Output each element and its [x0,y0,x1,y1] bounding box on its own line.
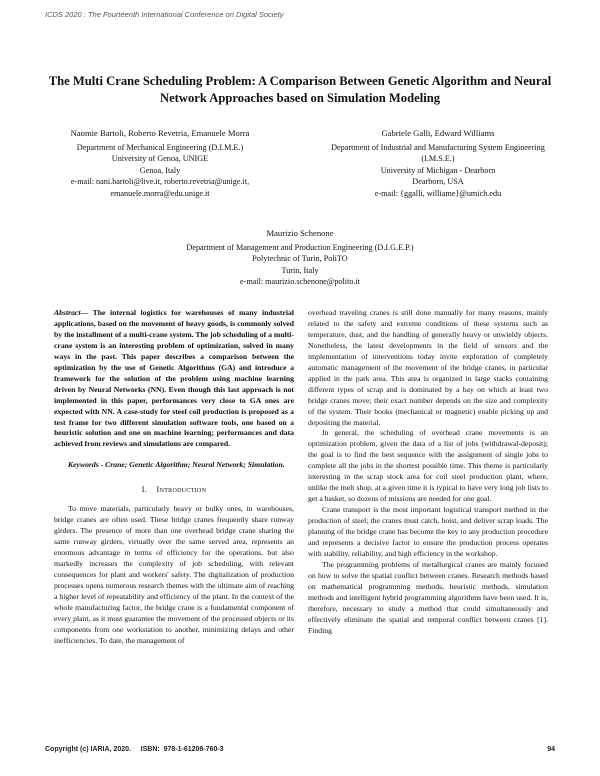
author-block-center [150,228,450,288]
paragraph: To move materials, particularly heavy or bulky ones, in warehouses, bridge cranes are often used. These bridge cranes frequently share runway girders. The presence of more than one overhead bridge crane sharing the same runway girders, virtually over the same served area, represents an enormous advantage in terms of efficiency for the operations, but also markedly increases the complexity of job scheduling, with relevant consequences for plant and workers' safety. The digitalization of production processes opens numerous research themes with the ultimate aim of reaching a higher level of repeatability and efficiency of the plant. In the context of the whole manufacturing factor, the bridge crane is a fundamental component of every plant, as it must guarantee the movement of the processed objects or its components from one workstation to another, minimizing delays and other inefficiencies. To date, the management of [54,504,294,645]
author-block-left [40,128,280,200]
affiliation-line: Turin, Italy [281,265,319,275]
affiliation-line: University of Michigan - Dearborn [380,165,496,175]
page-number: 94 [547,746,555,753]
affiliation-line: Polytechnic of Turin, PoliTO [252,254,348,264]
affiliation-line: Department of Industrial and Manufacturing System Engineering (I.M.S.E.) [331,142,545,164]
author-names: Naomie Bartoli, Roberto Revetria, Emanuele Morra [70,128,250,138]
paragraph: In general, the scheduling of overhead crane movements is an optimization problem, given the data of a list of jobs (withdrawal-deposit); the goal is to find the best sequence with the assignment of single jobs to complete all the jobs in the shortest possible time. This theme is particularly interesting in the scrap stock area for coil steel production plant, where, unlike the melt shop, at a given time it is typical to have very long job lists to get a basket, so dozens of missions are needed for one goal. [308,428,548,504]
section-heading [54,485,294,496]
keywords: Keywords - Crane; Genetic Algorithm; Neural Network; Simulation. [68,460,285,470]
affiliation-line: Department of Mechanical Engineering (D.I.M.E.) [76,142,244,152]
paragraph: overhead traveling cranes is still done manually for many reasons, mainly related to the safety and extreme conditions of these systems such as temperature, dust, and the handling of generally heavy or unwieldy objects. Nonetheless, the latest developments in the field of sensors and the implementation of interventions today invite exploration of completely automatic management of the movement of the bridge cranes, in particular applied in the park area. This area is organized in large stacks containing different types of scrap and is dominated by a bay on which at least two bridge cranes move; their exact number depends on the size and complexity of the system. Their hooks (mechanical or magnetic) enable picking up and depositing the material. [308,308,548,427]
email-line: emanuele.morra@edu.unige.it [110,188,210,198]
affiliation-line: Genoa, Italy [139,165,181,175]
paragraph: Crane transport is the most important logistical transport method in the production of steel; the cranes must catch, hoist, and deliver scrap loads. The planning of the bridge crane has become the key to any production procedure and represents a decisive factor to ensure the production process operates with stability, reliability, and high efficiency in the workshop. [308,505,548,558]
affiliation-line: Department of Management and Production Engineering (D.I.G.E.P.) [186,242,414,252]
affiliation-line: University of Genoa, UNIGE [111,154,209,164]
author-block-right [318,128,558,200]
affiliation-line: Dearborn, USA [412,177,464,187]
email-line: e-mail: {ggalli, williame}@umich.edu [374,188,502,198]
left-column [54,308,294,647]
abstract-label: Abstract— [54,308,89,317]
email-line: e-mail: nani.bartoli@live.it, roberto.revetria@unige.it, [70,177,250,187]
section-number: I. [141,485,148,495]
email-line: e-mail: maurizio.schenone@polito.it [239,277,361,287]
conference-header: ICDS 2020 : The Fourteenth International Conference on Digital Society [45,10,284,19]
abstract [54,308,294,450]
abstract-text: The internal logistics for warehouses of many industrial applications, based on the movement of heavy goods, is commonly solved by the installment of a multi-crane system. The job scheduling of a multi-crane system is an interesting problem of optimization, solved in many ways in the past. This paper describes a comparison between the optimization by the use of Genetic Algorithms (GA) and introduce a framework for the solution of the problem using machine learning driven by Neural Networks (NN). Even though this last approach is not implemented in this paper, performances very close to GA ones are expected with NN. A case-study for steel coil production is proposed as a test frame for two different simulation software tools, one based on a heuristic solution and one on machine learning; performances and data achieved from reviews and simulations are compared. [54,308,294,449]
section-title: Introduction [156,485,207,495]
author-names: Maurizio Schenone [266,228,334,238]
author-names: Gabriele Galli, Edward Williams [381,128,495,138]
footer-copyright: Copyright (c) IARIA, 2020. ISBN: 978-1-61208-760-3 [45,746,224,753]
right-column [308,308,548,637]
paragraph: The programming problems of metallurgical cranes are mainly focused on how to solve the spatial conflict between cranes. Research methods based on mathematical programming methods, heuristic methods, simulation methods and intelligent hybrid programming algorithms have been used. It is, therefore, necessary to study a method that could simultaneously and effectively eliminate the spatial and temporal conflict between cranes [1]. Finding [308,559,548,635]
paper-title: The Multi Crane Scheduling Problem: A Comparison Between Genetic Algorithm and Neural Network Approaches based on Simulation Modeling [48,74,552,105]
